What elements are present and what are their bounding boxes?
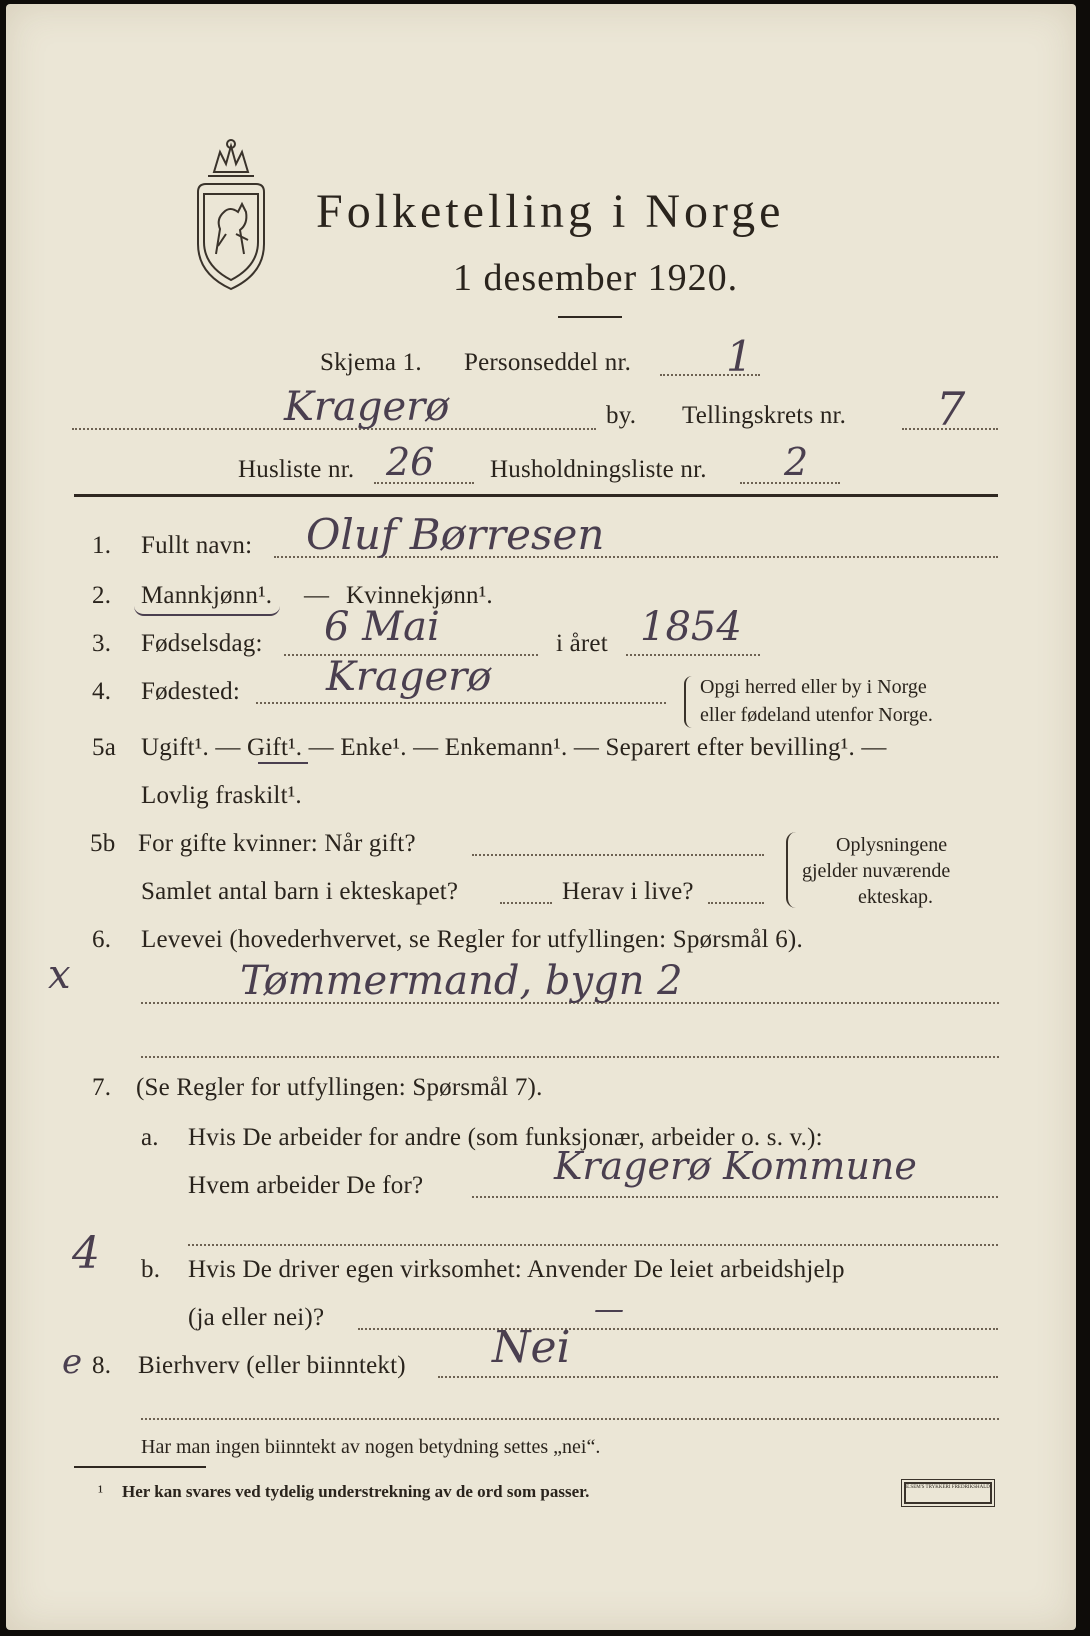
title-divider (558, 316, 622, 318)
employer-line-2 (188, 1244, 998, 1246)
q7a-line1: Hvis De arbeider for andre (som funksjonær, arbeider o. s. v.): (188, 1124, 823, 1151)
side-income-note: Har man ingen biinntekt av nogen betydning settes „nei“. (141, 1436, 601, 1458)
q6-number: 6. (92, 926, 112, 953)
married-when-line (472, 854, 764, 856)
employer-line (472, 1196, 998, 1198)
q5b-note-1: Oplysningene (836, 834, 948, 856)
married-underline (258, 762, 308, 764)
form-date: 1 desember 1920. (453, 257, 739, 299)
q6-margin-mark: x (48, 952, 71, 998)
form-title: Folketelling i Norge (316, 185, 785, 238)
q1-number: 1. (92, 532, 112, 559)
q4-line (256, 702, 666, 704)
side-income-line-2 (141, 1418, 999, 1420)
q7b-line1: Hvis De driver egen virksomhet: Anvender De leiet arbeidshjelp (188, 1256, 845, 1283)
q6-label: Levevei (hovederhvervet, se Regler for utfyllingen: Spørsmål 6). (141, 926, 803, 953)
q1-label: Fullt navn: (141, 532, 253, 559)
birth-year-value[interactable]: 1854 (640, 604, 742, 650)
husliste-value[interactable]: 26 (386, 440, 435, 484)
q7b-margin-mark: 4 (72, 1228, 100, 1279)
q7a-line2: Hvem arbeider De for? (188, 1172, 424, 1199)
q3-number: 3. (92, 630, 112, 657)
q7-label: (Se Regler for utfyllingen: Spørsmål 7). (136, 1074, 543, 1101)
tellingskrets-value[interactable]: 7 (936, 382, 966, 436)
husliste-label: Husliste nr. (238, 456, 355, 483)
q4-label: Fødested: (141, 678, 241, 705)
personseddel-label: Personseddel nr. (464, 349, 632, 376)
hired-help-value[interactable]: — (594, 1292, 624, 1327)
q3-label: Fødselsdag: (141, 630, 263, 657)
q3-year-label: i året (556, 630, 608, 657)
husholdning-value[interactable]: 2 (784, 440, 809, 484)
q3-year-line (626, 654, 760, 656)
hired-help-line (358, 1328, 998, 1330)
q5b-number: 5b (90, 830, 116, 857)
q8-number: 8. (92, 1352, 112, 1379)
q5b-note-2: gjelder nuværende (802, 860, 951, 882)
footnote-mark: ¹ (98, 1482, 104, 1501)
husholdning-label: Husholdningsliste nr. (490, 456, 707, 483)
q7b-letter: b. (141, 1256, 161, 1283)
coat-of-arms-icon (186, 134, 276, 294)
footnote-rule (74, 1466, 206, 1468)
q7-number: 7. (92, 1074, 112, 1101)
q2-separator: — (304, 582, 330, 609)
q8-label: Bierhverv (eller biinntekt) (138, 1352, 406, 1379)
q5b-note-3: ekteskap. (858, 886, 933, 908)
q4-note-line1: Opgi herred eller by i Norge (700, 676, 927, 698)
employer-value[interactable]: Kragerø Kommune (554, 1144, 917, 1188)
q5b-alive-label: Herav i live? (562, 878, 694, 905)
census-form (6, 4, 1076, 1630)
by-value[interactable]: Kragerø (284, 384, 450, 430)
q4-note-line2: eller fødeland utenfor Norge. (700, 704, 933, 726)
schema-label: Skjema 1. (320, 349, 422, 376)
side-income-line (438, 1376, 998, 1378)
q4-number: 4. (92, 678, 112, 705)
header-rule (74, 494, 998, 497)
q5b-note-brace (786, 832, 796, 908)
q4-note-brace (684, 676, 692, 728)
q5b-children-label: Samlet antal barn i ekteskapet? (141, 878, 459, 905)
marital-status-options[interactable]: Ugift¹. — Gift¹. — Enke¹. — Enkemann¹. — Separert efter bevilling¹. — (141, 734, 887, 761)
sex-male-option[interactable]: Mannkjønn¹. (141, 582, 273, 609)
q5a-number: 5a (92, 734, 116, 761)
sex-female-option[interactable]: Kvinnekjønn¹. (346, 582, 493, 609)
children-total-line (500, 902, 552, 904)
children-alive-line (708, 902, 764, 904)
occupation-value[interactable]: Tømmermand, bygn 2 (240, 958, 683, 1004)
sex-male-underline (134, 606, 280, 616)
q6-line2 (141, 1056, 999, 1058)
q8-margin-mark: e (62, 1342, 83, 1382)
q5b-line1: For gifte kvinner: Når gift? (138, 830, 416, 857)
side-income-value[interactable]: Nei (492, 1322, 571, 1373)
q7a-letter: a. (141, 1124, 159, 1151)
printer-stamp: E.SEM'S TRYKKERI FREDRIKSHALD (904, 1482, 992, 1504)
full-name-value[interactable]: Oluf Børresen (306, 510, 605, 559)
q2-number: 2. (92, 582, 112, 609)
q7b-line2: (ja eller nei)? (188, 1304, 325, 1331)
birthplace-value[interactable]: Kragerø (326, 654, 492, 700)
birthday-value[interactable]: 6 Mai (324, 604, 440, 650)
personseddel-value[interactable]: 1 (726, 332, 753, 381)
tellingskrets-label: Tellingskrets nr. (682, 402, 847, 429)
footnote-text: Her kan svares ved tydelig understrekning av de ord som passer. (122, 1482, 590, 1501)
marital-status-options-2[interactable]: Lovlig fraskilt¹. (141, 782, 302, 809)
by-label: by. (606, 402, 637, 429)
